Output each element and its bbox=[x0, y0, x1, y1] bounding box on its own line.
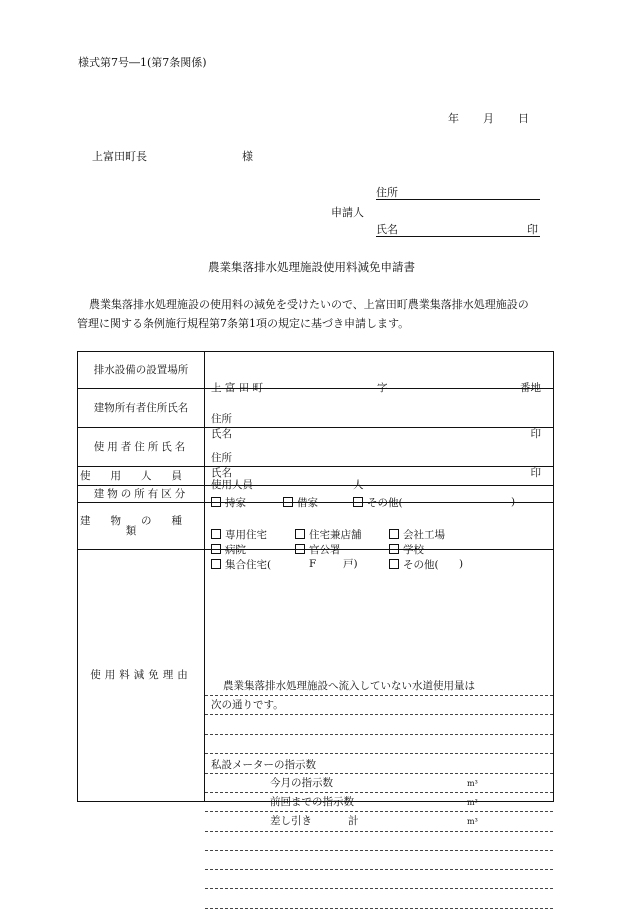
user-name-label: 氏名 bbox=[211, 467, 232, 479]
ownership-option-rent[interactable] bbox=[283, 497, 318, 509]
application-table bbox=[77, 351, 554, 827]
detached-checkbox[interactable] bbox=[211, 529, 221, 539]
factory-label: 会社工場 bbox=[403, 529, 445, 541]
dotted-line bbox=[205, 773, 553, 774]
date-year: 年 bbox=[448, 112, 459, 125]
apartment-label: 集合住宅( bbox=[225, 559, 272, 571]
row-owner bbox=[78, 389, 554, 428]
dotted-line bbox=[205, 714, 553, 715]
label-owner: 建物所有者住所氏名 bbox=[78, 389, 205, 428]
ownership-rent-label: 借家 bbox=[297, 497, 318, 509]
label-headcount-text: 使用人員 bbox=[80, 469, 202, 482]
row-headcount bbox=[78, 467, 554, 486]
headcount-unit: 人 bbox=[353, 479, 364, 491]
shop-house-label: 住宅兼店舗 bbox=[309, 529, 362, 541]
building-other-label: その他( bbox=[403, 559, 439, 571]
building-other-checkbox[interactable] bbox=[389, 559, 399, 569]
dotted-line bbox=[205, 753, 553, 754]
building-type-government[interactable] bbox=[295, 544, 341, 556]
applicant-address-line[interactable] bbox=[376, 199, 540, 200]
dotted-line bbox=[205, 908, 553, 909]
ownership-other-close: ) bbox=[511, 496, 516, 508]
dotted-line bbox=[205, 792, 553, 793]
user-address-label: 住所 bbox=[211, 452, 232, 464]
user-seal: 印 bbox=[530, 467, 541, 479]
applicant-seal: 印 bbox=[527, 223, 538, 236]
label-reduction-reason bbox=[78, 550, 205, 802]
dotted-line bbox=[205, 811, 553, 812]
row-user bbox=[78, 428, 554, 467]
detached-label: 専用住宅 bbox=[225, 529, 267, 541]
dotted-line bbox=[205, 734, 553, 735]
owner-seal: 印 bbox=[530, 428, 541, 440]
label-ownership-text: 建物の所有区分 bbox=[93, 487, 189, 500]
total-label: 計 bbox=[348, 814, 359, 827]
reason-line-1: 農業集落排水処理施設へ流入していない水道使用量は bbox=[223, 679, 475, 692]
building-type-other[interactable] bbox=[389, 559, 439, 571]
ownership-own-checkbox[interactable] bbox=[211, 497, 221, 507]
school-label: 学校 bbox=[403, 544, 424, 556]
location-aza: 字 bbox=[377, 382, 388, 394]
applicant-name-label: 氏名 bbox=[376, 223, 398, 236]
meter-label: 私設メーターの指示数 bbox=[211, 758, 316, 771]
applicant-name-line[interactable] bbox=[376, 236, 540, 237]
unit-text: m³ bbox=[467, 778, 478, 788]
field-user[interactable] bbox=[205, 428, 554, 479]
building-type-detached[interactable] bbox=[211, 529, 267, 541]
building-type-factory[interactable] bbox=[389, 529, 445, 541]
government-checkbox[interactable] bbox=[295, 544, 305, 554]
label-user-text: 使用者住所氏名 bbox=[93, 440, 189, 453]
label-user bbox=[78, 428, 205, 467]
difference-unit bbox=[467, 816, 478, 827]
label-location: 排水設備の設置場所 bbox=[78, 352, 205, 389]
field-reduction-reason[interactable] bbox=[205, 550, 554, 827]
building-type-school[interactable] bbox=[389, 544, 424, 556]
building-type-hospital[interactable] bbox=[211, 544, 246, 556]
headcount-field: 使用人員 bbox=[211, 479, 253, 491]
applicant-address-label: 住所 bbox=[376, 186, 398, 199]
applicant-label: 申請人 bbox=[331, 206, 364, 219]
previous-reading-label: 前回までの指示数 bbox=[270, 795, 354, 808]
field-owner[interactable] bbox=[205, 389, 554, 440]
label-headcount bbox=[78, 467, 205, 486]
dotted-line bbox=[205, 850, 553, 851]
apartment-floors-unit: F bbox=[309, 558, 317, 570]
building-type-apartment[interactable] bbox=[211, 559, 271, 571]
owner-name-label: 氏名 bbox=[211, 428, 232, 440]
shop-house-checkbox[interactable] bbox=[295, 529, 305, 539]
date-month: 月 bbox=[483, 112, 494, 125]
body-text-line-1: 農業集落排水処理施設の使用料の減免を受けたいので、上富田町農業集落排水処理施設の bbox=[89, 298, 529, 311]
row-reduction-reason bbox=[78, 550, 554, 802]
factory-checkbox[interactable] bbox=[389, 529, 399, 539]
previous-reading-unit bbox=[467, 797, 478, 808]
row-location bbox=[78, 352, 554, 389]
hospital-checkbox[interactable] bbox=[211, 544, 221, 554]
field-location[interactable] bbox=[205, 352, 554, 394]
unit-text: m³ bbox=[467, 816, 478, 826]
location-town: 上 富 田 町 bbox=[211, 382, 264, 394]
dotted-line bbox=[205, 869, 553, 870]
ownership-option-other[interactable] bbox=[353, 497, 403, 509]
apartment-checkbox[interactable] bbox=[211, 559, 221, 569]
dotted-line bbox=[205, 888, 553, 889]
recipient-honorific: 様 bbox=[242, 150, 253, 163]
row-ownership bbox=[78, 486, 554, 503]
label-building-type-text: 建物の種類 bbox=[80, 514, 202, 537]
label-reduction-reason-text: 使用料減免理由 bbox=[90, 669, 192, 682]
unit-text: m³ bbox=[467, 797, 478, 807]
difference-label: 差し引き bbox=[270, 814, 312, 827]
reason-line-2: 次の通りです。 bbox=[211, 698, 284, 711]
ownership-rent-checkbox[interactable] bbox=[283, 497, 293, 507]
row-building-type bbox=[78, 503, 554, 550]
owner-address-label: 住所 bbox=[211, 413, 232, 425]
hospital-label: 病院 bbox=[225, 544, 246, 556]
building-other-close: ) bbox=[459, 558, 464, 570]
field-headcount[interactable] bbox=[205, 467, 554, 491]
location-banchi: 番地 bbox=[520, 382, 541, 394]
dotted-line bbox=[205, 831, 553, 832]
date-day: 日 bbox=[518, 112, 529, 125]
building-type-shop-house[interactable] bbox=[295, 529, 362, 541]
current-reading-unit bbox=[467, 778, 478, 789]
school-checkbox[interactable] bbox=[389, 544, 399, 554]
recipient: 上富田町長 bbox=[92, 150, 147, 163]
document-title: 農業集落排水処理施設使用料減免申請書 bbox=[208, 260, 415, 274]
form-number: 様式第7号―1(第7条関係) bbox=[78, 56, 207, 69]
field-building-type bbox=[205, 503, 554, 571]
ownership-own-label: 持家 bbox=[225, 497, 246, 509]
government-label: 官公署 bbox=[309, 544, 341, 556]
ownership-option-own[interactable] bbox=[211, 497, 246, 509]
body-text-line-2: 管理に関する条例施行規程第7条第1項の規定に基づき申請します。 bbox=[77, 317, 410, 330]
label-ownership bbox=[78, 486, 205, 503]
apartment-units-unit: 戸) bbox=[343, 558, 358, 570]
field-ownership bbox=[205, 486, 554, 509]
dotted-line bbox=[205, 695, 553, 696]
current-reading-label: 今月の指示数 bbox=[270, 776, 333, 789]
ownership-other-label: その他( bbox=[367, 497, 403, 509]
label-building-type bbox=[78, 503, 205, 550]
ownership-other-checkbox[interactable] bbox=[353, 497, 363, 507]
